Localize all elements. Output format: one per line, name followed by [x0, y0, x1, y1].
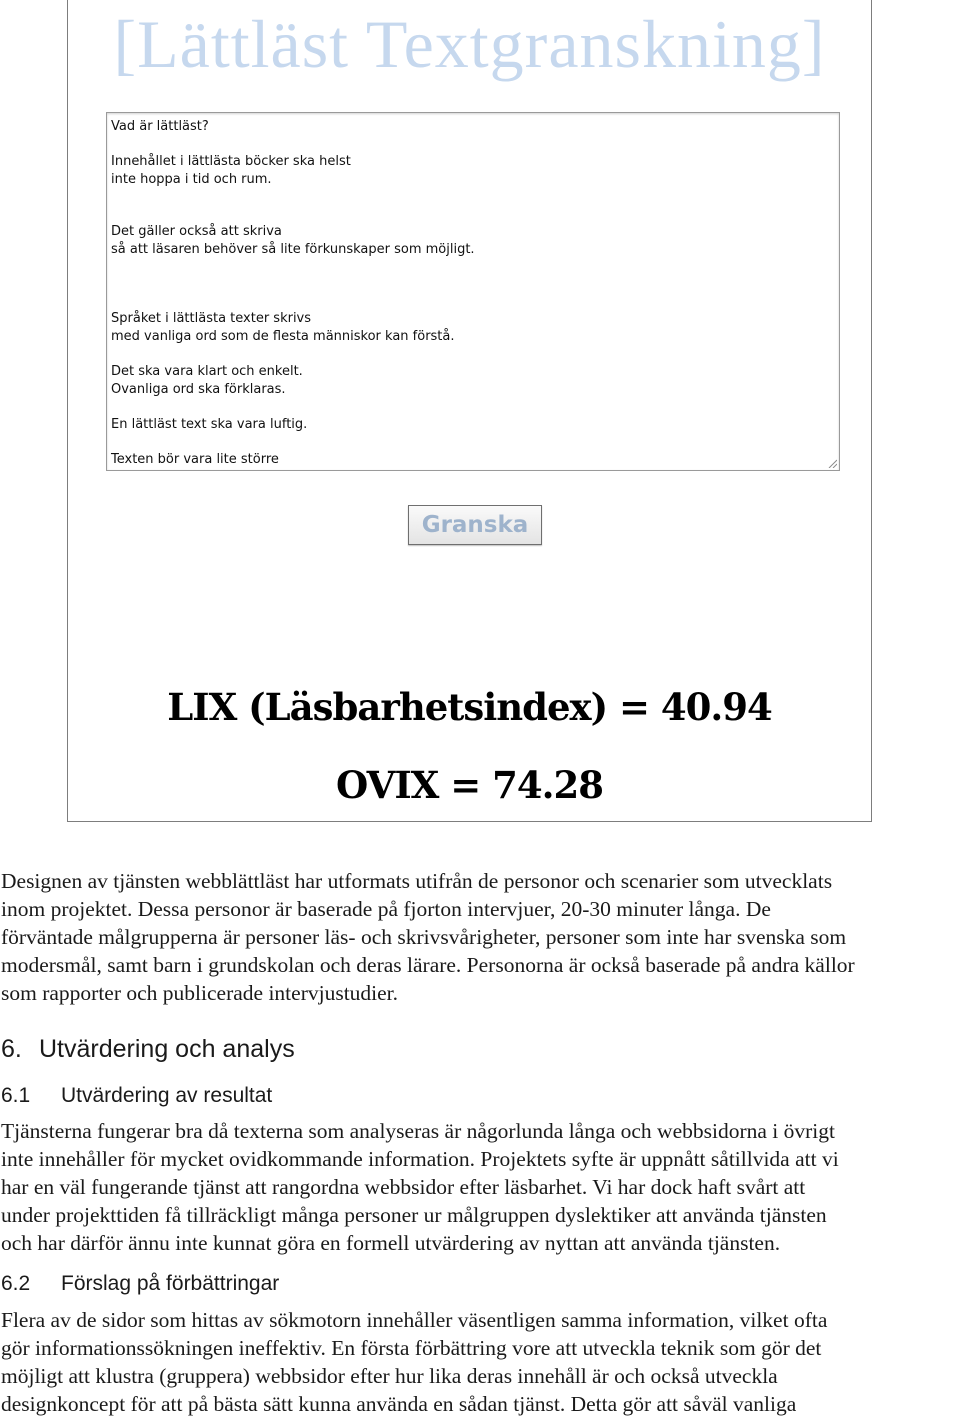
- textarea-line: Det gäller också att skriva: [111, 224, 282, 239]
- text-line: och har därför ännu inte kunnat göra en formell utvärdering av nyttan att använda tjänsten.: [1, 1231, 781, 1255]
- textarea-line: Vad är lättläst?: [111, 119, 209, 134]
- granska-button[interactable]: Granska: [408, 505, 542, 545]
- lix-result: LIX (Läsbarhetsindex) = 40.94: [167, 685, 772, 729]
- text-input-area[interactable]: [106, 112, 840, 471]
- text-line: gör informationssökningen ineffektiv. En första förbättring vore att utveckla teknik som gör det: [1, 1336, 822, 1360]
- text-line: Flera av de sidor som hittas av sökmotorn innehåller väsentligen samma information, vilket ofta: [1, 1308, 828, 1332]
- textarea-line: så att läsaren behöver så lite förkunskaper som möjligt.: [111, 242, 475, 257]
- ovix-result: OVIX = 74.28: [336, 763, 603, 807]
- subsection-heading: [1, 1082, 272, 1110]
- text-line: inom projektet. Dessa personor är baserade på fjorton intervjuer, 20-30 minuter långa. De: [1, 897, 771, 921]
- text-line: designkoncept för att på bästa sätt kunna använda en sådan tjänst. Detta gör att såväl vanliga: [1, 1392, 797, 1416]
- text-line: förväntade målgrupperna är personer läs- och skrivsvårigheter, personer som inte har svenska som: [1, 925, 847, 949]
- textarea-line: Ovanliga ord ska förklaras.: [111, 382, 286, 397]
- section-heading: [1, 1033, 295, 1065]
- improvements-paragraph: [1, 1306, 959, 1418]
- section-number: 6.: [1, 1035, 22, 1063]
- text-line: inte innehåller för mycket ovidkommande information. Projektets syfte är uppnått såtillvida att vi: [1, 1147, 839, 1171]
- textarea-line: Innehållet i lättlästa böcker ska helst: [111, 154, 351, 169]
- text-line: Designen av tjänsten webblättläst har utformats utifrån de personor och scenarier som utvecklats: [1, 869, 833, 893]
- textarea-line: inte hoppa i tid och rum.: [111, 172, 272, 187]
- text-line: har en väl fungerande tjänst att rangordna webbsidor efter läsbarhet. Vi har dock haft svårt att: [1, 1175, 806, 1199]
- text-line: modersmål, samt barn i grundskolan och deras lärare. Personorna är också baserade på andra källor: [1, 953, 855, 977]
- textarea-line: Texten bör vara lite större: [111, 452, 279, 467]
- intro-paragraph: [1, 867, 959, 1007]
- textarea-line: Språket i lättlästa texter skrivs: [111, 311, 312, 326]
- text-line: som rapporter och publicerade intervjustudier.: [1, 981, 399, 1005]
- text-line: under projekttiden få tillräckligt många personer ur målgruppen dyslektiker att använda tjänsten: [1, 1203, 827, 1227]
- textarea-line: med vanliga ord som de flesta människor kan förstå.: [111, 329, 455, 344]
- subsection-number: 6.2: [1, 1272, 31, 1295]
- evaluation-paragraph: [1, 1117, 959, 1257]
- resize-handle-icon[interactable]: [827, 458, 837, 468]
- textarea-line: En lättläst text ska vara luftig.: [111, 417, 308, 432]
- text-line: Tjänsterna fungerar bra då texterna som analyseras är någorlunda långa och webbsidorna i övrigt: [1, 1119, 835, 1143]
- text-line: möjligt att klustra (gruppera) webbsidor efter hur lika deras innehåll är och också utveckla: [1, 1364, 778, 1388]
- textarea-line: Det ska vara klart och enkelt.: [111, 364, 303, 379]
- tool-screenshot: [67, 0, 872, 822]
- section-title: Utvärdering och analys: [39, 1035, 295, 1063]
- tool-title: [Lättläst Textgranskning]: [113, 6, 826, 82]
- subsection-title: Utvärdering av resultat: [61, 1084, 273, 1107]
- subsection-heading: [1, 1270, 279, 1298]
- subsection-title: Förslag på förbättringar: [61, 1272, 280, 1295]
- subsection-number: 6.1: [1, 1084, 31, 1107]
